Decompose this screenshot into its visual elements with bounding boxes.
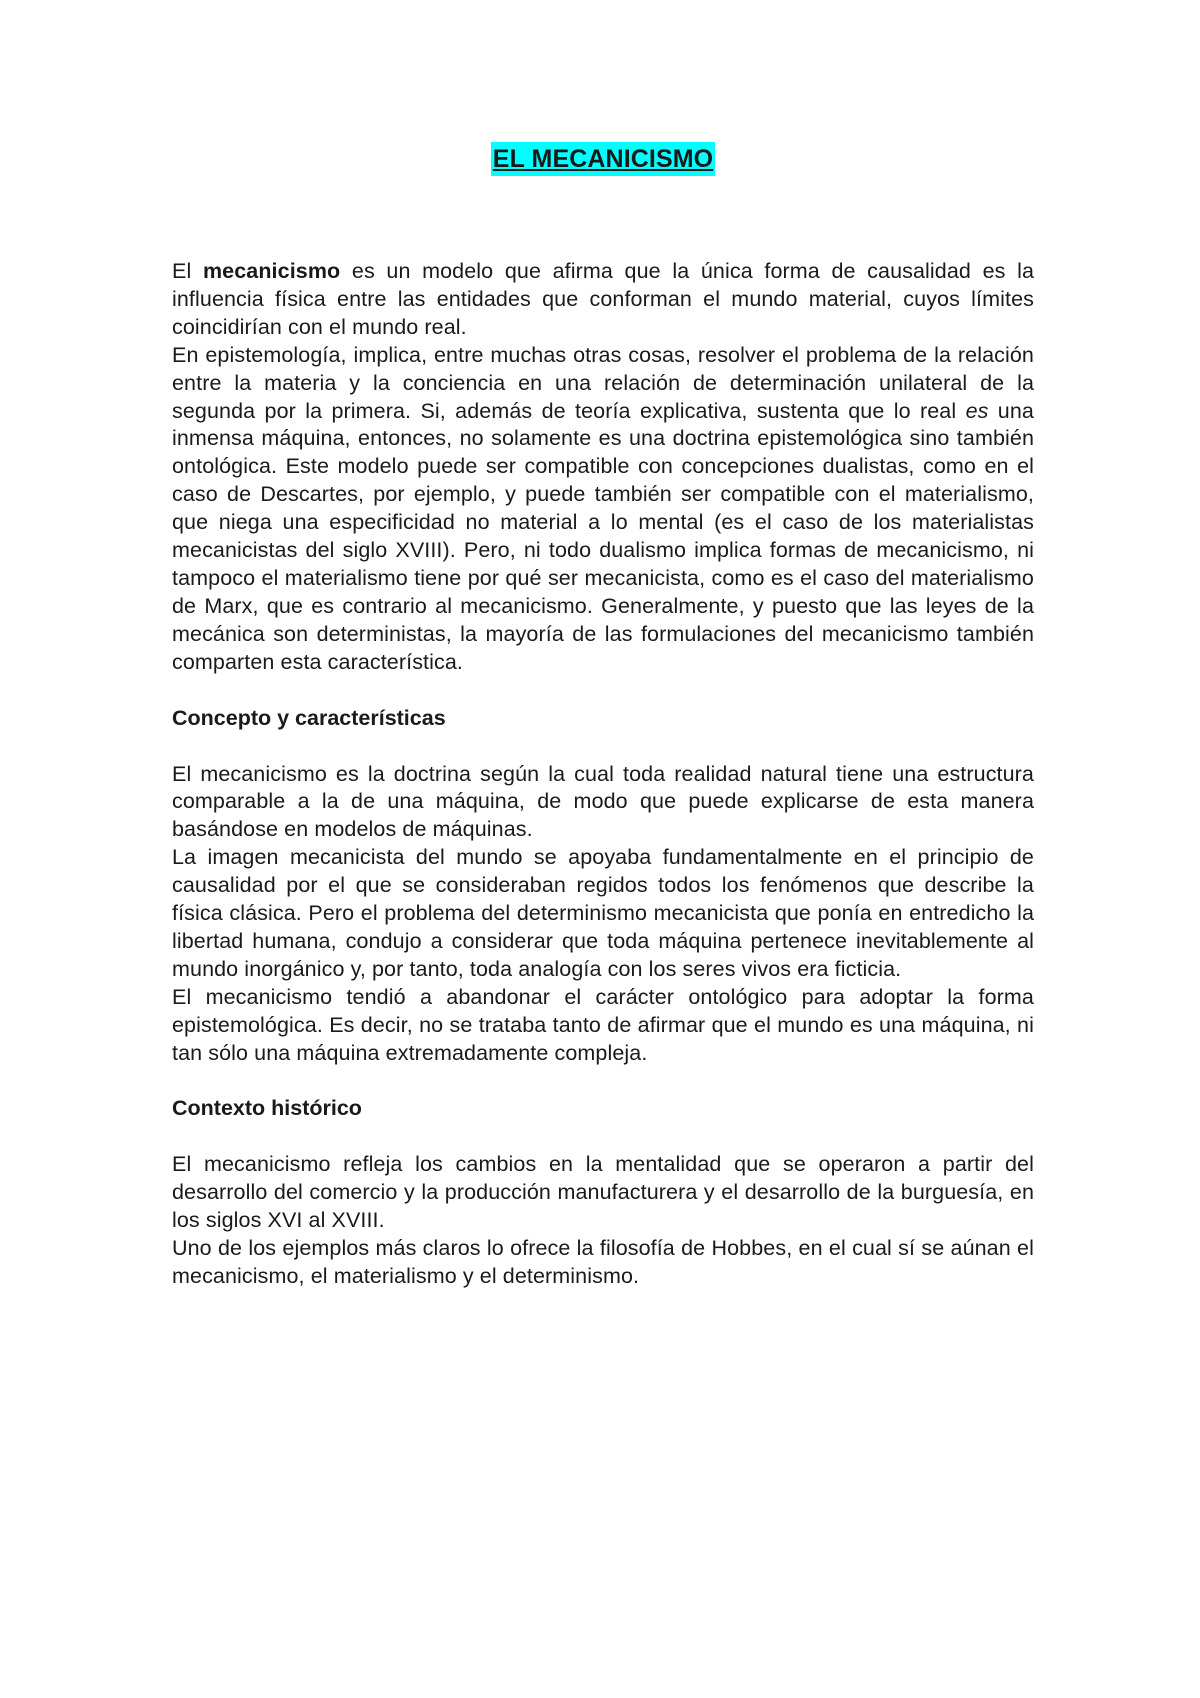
document-body bbox=[172, 258, 1034, 1291]
intro-paragraph-2 bbox=[172, 342, 1034, 677]
spacer bbox=[172, 677, 1034, 705]
intro-p2-part-b: una inmensa máquina, entonces, no solamente es una doctrina epistemológica sino también ontológica. Este modelo puede ser compatible con concepciones dualistas, como en el caso de Descartes, por ejemplo, y puede también ser compatible con el materialismo, que niega una especificidad no material a lo mental (es el caso de los materialistas mecanicistas del siglo XVIII). Pero, ni todo dualismo implica formas de mecanicismo, ni tampoco el materialismo tiene por qué ser mecanicista, como es el caso del materialismo de Marx, que es contrario al mecanicismo. Generalmente, y puesto que las leyes de la mecánica son deterministas, la mayoría de las formulaciones del mecanicismo también comparten esta característica. bbox=[172, 398, 1034, 674]
document-title: EL MECANICISMO bbox=[491, 142, 715, 176]
spacer bbox=[172, 1123, 1034, 1151]
contexto-paragraph-2: Uno de los ejemplos más claros lo ofrece la filosofía de Hobbes, en el cual sí se aúnan el mecanicismo, el materialismo y el determinismo. bbox=[172, 1236, 1034, 1288]
intro-rest: es un modelo que afirma que la única forma de causalidad es la influencia física entre las entidades que conforman el mundo material, cuyos límites coincidirían con el mundo real. bbox=[172, 259, 1035, 339]
concepto-paragraph-2: La imagen mecanicista del mundo se apoyaba fundamentalmente en el principio de causalidad por el que se consideraban regidos todos los fenómenos que describe la física clásica. Pero el problema del determinismo mecanicista que ponía en entredicho la libertad humana, condujo a considerar que toda máquina pertenece inevitablemente al mundo inorgánico y, por tanto, toda analogía con los seres vivos era ficticia. bbox=[172, 845, 1034, 981]
concepto-paragraph-3: El mecanicismo tendió a abandonar el carácter ontológico para adoptar la forma epistemológica. Es decir, no se trataba tanto de afirmar que el mundo es una máquina, ni tan sólo una máquina extremadamente compleja. bbox=[172, 984, 1034, 1065]
mecanicismo-term: mecanicismo bbox=[202, 259, 341, 283]
spacer bbox=[172, 1067, 1034, 1095]
intro-paragraph-1 bbox=[172, 258, 1034, 342]
section-heading-concepto: Concepto y características bbox=[172, 705, 446, 730]
concepto-paragraph-1: El mecanicismo es la doctrina según la cual toda realidad natural tiene una estructura comparable a la de una máquina, de modo que puede explicarse de esta manera basándose en modelos de máquinas. bbox=[172, 761, 1034, 842]
contexto-paragraph-1: El mecanicismo refleja los cambios en la mentalidad que se operaron a partir del desarrollo del comercio y la producción manufacturera y el desarrollo de la burguesía, en los siglos XVI al XVIII. bbox=[172, 1152, 1034, 1233]
section-heading-contexto: Contexto histórico bbox=[172, 1096, 362, 1121]
intro-p2-italic: es bbox=[965, 398, 989, 423]
intro-p2-part-a: En epistemología, implica, entre muchas otras cosas, resolver el problema de la relación entre la materia y la conciencia en una relación de determinación unilateral de la segunda por la primera. Si, además de teoría explicativa, sustenta que lo real bbox=[172, 342, 1034, 423]
intro-lead: El bbox=[172, 259, 203, 283]
title-container bbox=[172, 142, 1034, 176]
spacer bbox=[172, 733, 1034, 761]
